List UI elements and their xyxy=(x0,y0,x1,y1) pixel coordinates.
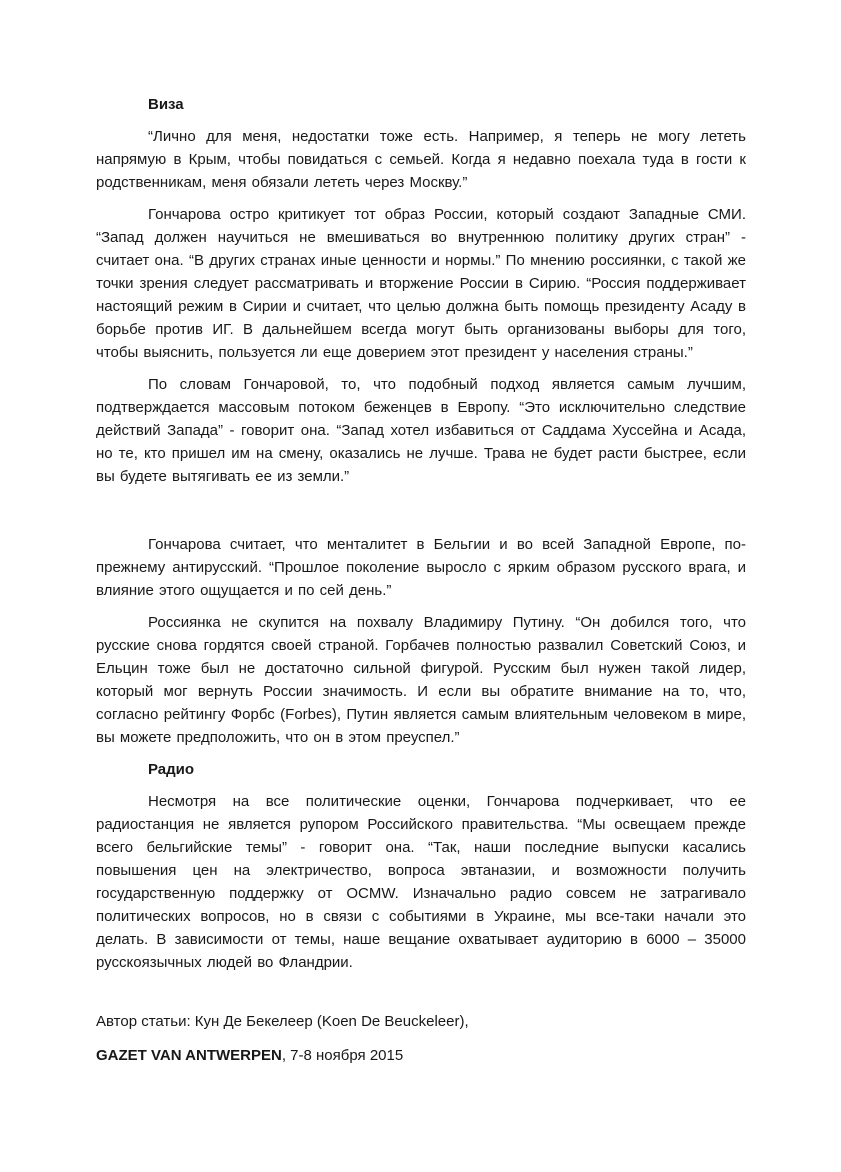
paragraph-mentality: Гончарова считает, что менталитет в Бельгии и во всей Западной Европе, по-прежнему антирусский. “Прошлое поколение выросло с ярким образом русского врага, и влияние этого ощущается и по сей день.” xyxy=(96,536,746,599)
paragraph-visa-personal: “Лично для меня, недостатки тоже есть. Например, я теперь не могу лететь напрямую в Крым, чтобы повидаться с семьей. Когда я недавно поехала туда в гости к родственникам, меня обязали лететь через Москву.” xyxy=(96,128,746,191)
section-heading-visa: Виза xyxy=(148,96,184,113)
source-name: GAZET VAN ANTWERPEN xyxy=(96,1047,282,1064)
author-line: Автор статьи: Кун Де Бекелеер (Koen De Beuckeleer), xyxy=(96,1013,469,1030)
article-body xyxy=(96,93,746,1078)
paragraph-radio-station: Несмотря на все политические оценки, Гончарова подчеркивает, что ее радиостанция не является рупором Российского правительства. “Мы освещаем прежде всего бельгийские темы” - говорит она. “Так, наши последние выпуски касались повышения цен на электричество, вопроса эвтаназии, и возможности получить государственную поддержку от OCMW. Изначально радио совсем не затрагивало политических вопросов, но в связи с событиями в Украине, мы все-таки начали это делать. В зависимости от темы, наше вещание охватывает аудиторию в 6000 – 35000 русскоязычных людей во Фландрии. xyxy=(96,793,746,971)
footer-gap xyxy=(96,983,746,1010)
paragraph-refugees: По словам Гончаровой, то, что подобный подход является самым лучшим, подтверждается массовым потоком беженцев в Европу. “Это исключительно следствие действий Запада” - говорит она. “Запад хотел избавиться от Саддама Хуссейна и Асада, но те, кто пришел им на смену, оказались не лучше. Трава не будет расти быстрее, если вы будете вытягивать ее из земли.” xyxy=(96,376,746,485)
section-heading-radio: Радио xyxy=(148,761,195,778)
source-line xyxy=(96,1044,746,1067)
paragraph-western-media: Гончарова остро критикует тот образ России, который создают Западные СМИ. “Запад должен научиться не вмешиваться во внутреннюю политику других стран” - считает она. “В других странах иные ценности и нормы.” По мнению россиянки, с такой же точки зрения следует рассматривать и вторжение России в Сирию. “Россия поддерживает настоящий режим в Сирии и считает, что целью должна быть помощь президенту Асаду в борьбе против ИГ. В дальнейшем всегда могут быть организованы выборы для того, чтобы выяснить, пользуется ли еще доверием этот президент у населения страны.” xyxy=(96,206,746,361)
paragraph-putin-praise: Россиянка не скупится на похвалу Владимиру Путину. “Он добился того, что русские снова гордятся своей страной. Горбачев полностью развалил Советский Союз, и Ельцин тоже был не достаточно сильной фигурой. Русским был нужен такой лидер, который мог вернуть России значимость. И если вы обратите внимание на то, что, согласно рейтингу Форбс (Forbes), Путин является самым влиятельным человеком в мире, вы можете предположить, что он в этом преуспел.” xyxy=(96,614,746,746)
source-date: , 7-8 ноября 2015 xyxy=(281,1047,404,1064)
section-gap xyxy=(96,497,746,533)
